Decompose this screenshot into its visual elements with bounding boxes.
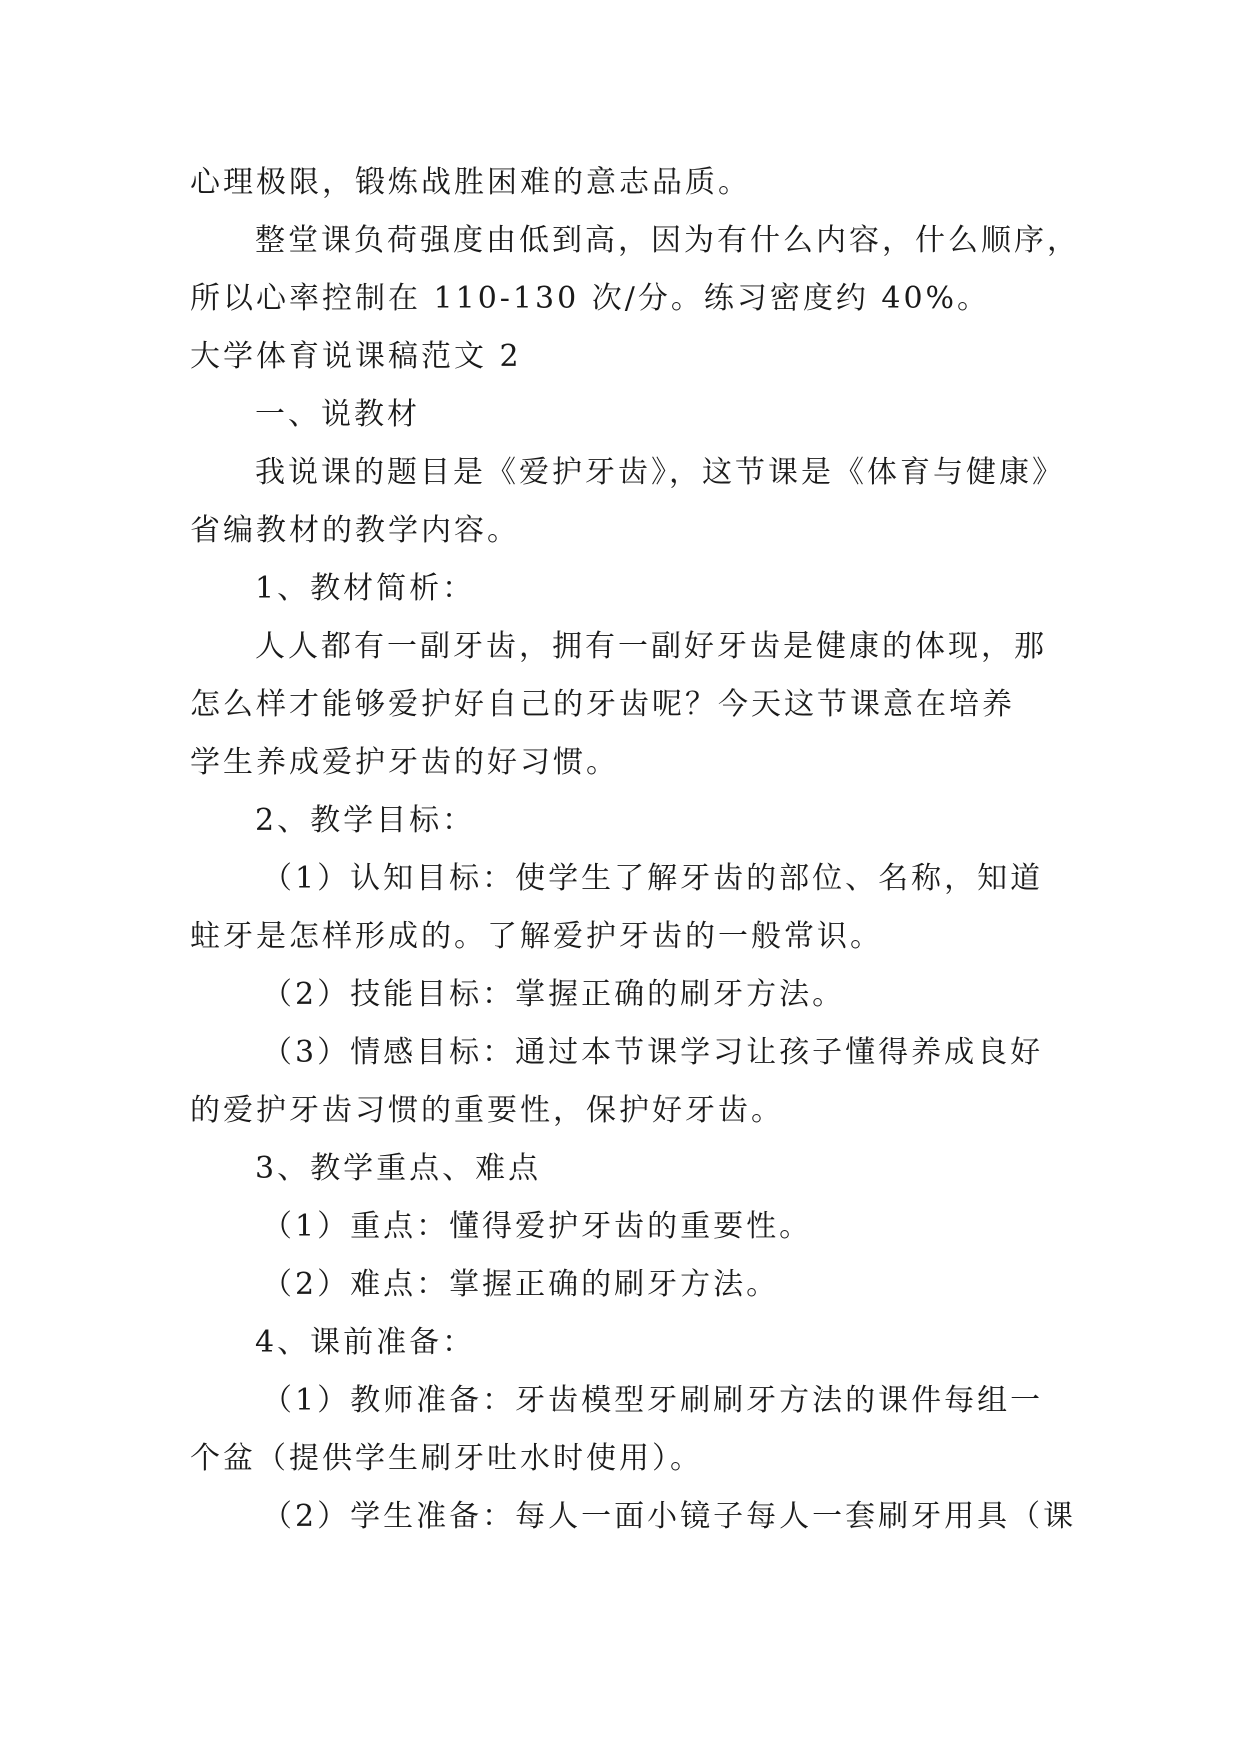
section-title: 大学体育说课稿范文 2 — [190, 339, 522, 374]
text-line: （1）重点：懂得爱护牙齿的重要性。 — [262, 1209, 813, 1244]
text-line: 个盆（提供学生刷牙吐水时使用）。 — [190, 1441, 703, 1476]
text-line: 的爱护牙齿习惯的重要性，保护好牙齿。 — [190, 1093, 784, 1128]
text-line: （1）教师准备：牙齿模型牙刷刷牙方法的课件每组一 — [262, 1383, 1044, 1418]
subheading: 1、教材简析： — [255, 571, 476, 606]
text-line: 蛀牙是怎样形成的。了解爱护牙齿的一般常识。 — [190, 919, 883, 954]
text-line: 怎么样才能够爱护好自己的牙齿呢？今天这节课意在培养 — [190, 687, 1015, 722]
text-line: 我说课的题目是《爱护牙齿》，这节课是《体育与健康》 — [255, 455, 1065, 490]
text-line: 整堂课负荷强度由低到高，因为有什么内容，什么顺序， — [255, 223, 1080, 258]
text-line: 学生养成爱护牙齿的好习惯。 — [190, 745, 619, 780]
heading: 一、说教材 — [255, 397, 420, 432]
text-line: （1）认知目标：使学生了解牙齿的部位、名称，知道 — [262, 861, 1044, 896]
text-line: （3）情感目标：通过本节课学习让孩子懂得养成良好 — [262, 1035, 1044, 1070]
text-line: 所以心率控制在 110-130 次/分。练习密度约 40%。 — [190, 281, 991, 316]
subheading: 2、教学目标： — [255, 803, 476, 838]
text-line: 心理极限，锻炼战胜困难的意志品质。 — [190, 165, 751, 200]
text-line: （2）学生准备：每人一面小镜子每人一套刷牙用具（课 — [262, 1499, 1077, 1534]
text-line: 人人都有一副牙齿，拥有一副好牙齿是健康的体现，那 — [255, 629, 1047, 664]
text-line: （2）技能目标：掌握正确的刷牙方法。 — [262, 977, 846, 1012]
text-line: 省编教材的教学内容。 — [190, 513, 520, 548]
subheading: 4、课前准备： — [255, 1325, 476, 1360]
text-line: （2）难点：掌握正确的刷牙方法。 — [262, 1267, 780, 1302]
subheading: 3、教学重点、难点 — [255, 1151, 542, 1186]
